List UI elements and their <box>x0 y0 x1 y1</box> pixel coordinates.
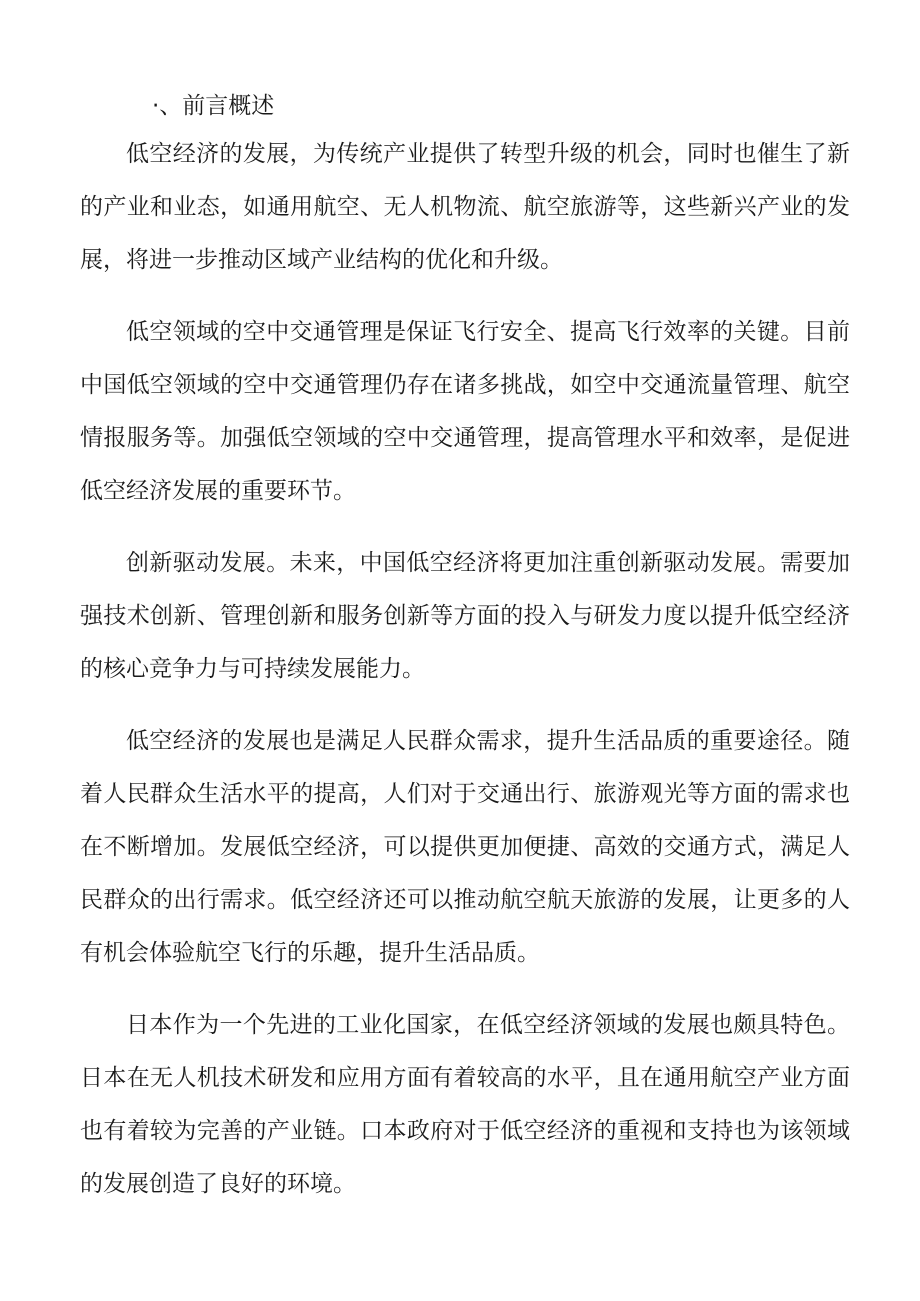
paragraph: 低空经济的发展也是满足人民群众需求，提升生活品质的重要途径。随着人民群众生活水平的提高，人们对于交通出行、旅游观光等方面的需求也在不断增加。发展低空经济，可以提供更加便捷、高效的交通方式，满足人民群众的出行需求。低空经济还可以推动航空航天旅游的发展，让更多的人有机会体验航空飞行的乐趣，提升生活品质。 <box>80 728 850 966</box>
paragraph: 低空领域的空中交通管理是保证飞行安全、提高飞行效率的关键。目前中国低空领域的空中交通管理仍存在诸多挑战，如空中交通流量管理、航空情报服务等。加强低空领域的空中交通管理，提高管理水平和效率，是促进低空经济发展的重要环节。 <box>80 319 850 504</box>
section-heading: ·、前言概述 <box>152 93 275 119</box>
paragraph: 创新驱动发展。未来，中国低空经济将更加注重创新驱动发展。需要加强技术创新、管理创新和服务创新等方面的投入与研发力度以提升低空经济的核心竞争力与可持续发展能力。 <box>80 550 850 682</box>
paragraph: 低空经济的发展，为传统产业提供了转型升级的机会，同时也催生了新的产业和业态，如通用航空、无人机物流、航空旅游等，这些新兴产业的发展，将进一步推动区域产业结构的优化和升级。 <box>80 141 850 273</box>
document-body <box>80 128 850 1230</box>
paragraph: 日本作为一个先进的工业化国家，在低空经济领域的发展也颇具特色。日本在无人机技术研发和应用方面有着较高的水平，且在通用航空产业方面也有着较为完善的产业链。口本政府对于低空经济的重视和支持也为该领域的发展创造了良好的环境。 <box>80 1012 850 1197</box>
